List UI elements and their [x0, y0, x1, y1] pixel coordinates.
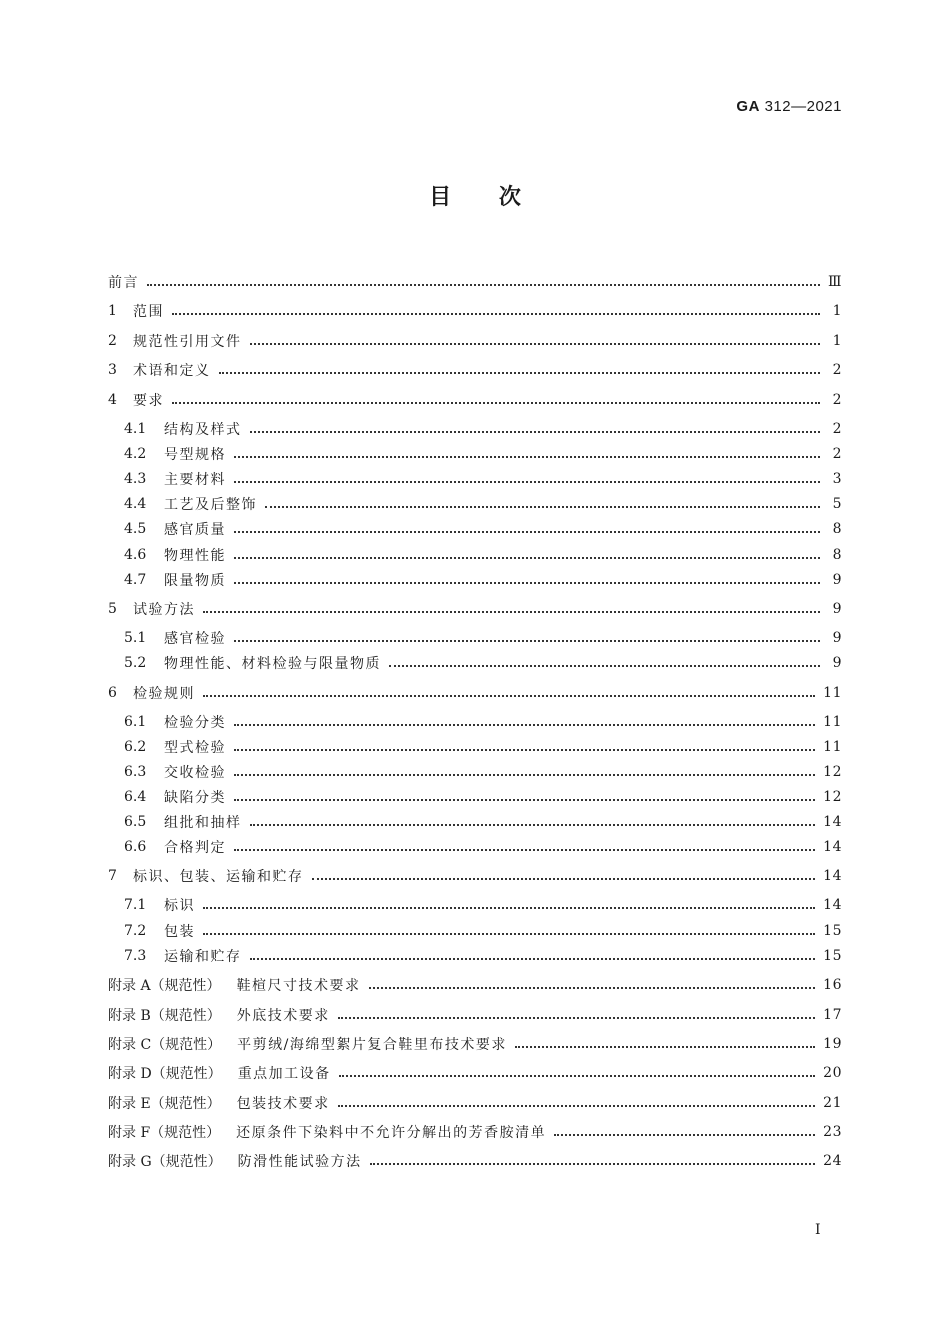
- toc-entry-page: 16: [823, 977, 842, 993]
- toc-entry-label: 重点加工设备: [237, 1066, 331, 1082]
- toc-entry-number: 附录 D（规范性）: [108, 1066, 222, 1082]
- toc-entry[interactable]: [108, 835, 842, 859]
- toc-entry-page: 2: [832, 362, 842, 378]
- toc-dot-leader: [369, 986, 816, 989]
- toc-entry-label: 术语和定义: [133, 363, 211, 379]
- toc-dot-leader: [339, 1074, 815, 1077]
- toc-entry-page: 9: [832, 630, 842, 646]
- toc-entry-label: 包装技术要求: [236, 1096, 330, 1112]
- toc-entry-label: 缺陷分类: [164, 790, 226, 806]
- toc-entry-label: 前言: [108, 275, 139, 291]
- toc-entry-number: 4.7: [124, 572, 147, 588]
- toc-dot-leader: [554, 1133, 815, 1136]
- toc-dot-leader: [234, 723, 815, 726]
- toc-entry-label: 型式检验: [164, 740, 226, 756]
- toc-dot-leader: [338, 1104, 816, 1107]
- toc-entry-number: 7.2: [124, 923, 147, 939]
- toc-entry[interactable]: [108, 299, 842, 323]
- toc-entry-page: 1: [832, 303, 842, 319]
- toc-entry-page: 2: [832, 446, 842, 462]
- toc-entry[interactable]: [108, 492, 842, 516]
- document-code-prefix: GA: [736, 98, 760, 115]
- toc-entry-label: 防滑性能试验方法: [237, 1154, 362, 1170]
- toc-dot-leader: [234, 748, 815, 751]
- toc-dot-leader: [234, 798, 815, 801]
- document-code: [736, 98, 842, 115]
- toc-entry-number: 5.1: [124, 630, 147, 646]
- toc-entry[interactable]: [108, 417, 842, 441]
- toc-dot-leader: [234, 530, 820, 533]
- toc-entry-label: 范围: [133, 304, 164, 320]
- toc-entry-number: 附录 F（规范性）: [108, 1125, 221, 1141]
- toc-entry-label: 主要材料: [164, 472, 226, 488]
- toc-entry-label: 交收检验: [164, 765, 226, 781]
- toc-entry-number: 附录 A（规范性）: [108, 978, 221, 994]
- toc-entry-page: 12: [823, 764, 842, 780]
- toc-entry-number: 6.2: [124, 739, 147, 755]
- toc-entry-page: 2: [832, 421, 842, 437]
- toc-entry-label: 感官检验: [164, 631, 226, 647]
- toc-entry-page: 14: [823, 814, 842, 830]
- toc-entry-number: 4.1: [124, 421, 147, 437]
- toc-entry-page: 8: [832, 547, 842, 563]
- toc-entry-number: 4: [108, 392, 117, 408]
- toc-entry-label: 组批和抽样: [164, 815, 242, 831]
- toc-entry[interactable]: [108, 1120, 842, 1144]
- toc-entry-number: 4.4: [124, 496, 147, 512]
- page-number: I: [815, 1222, 821, 1238]
- toc-entry-label: 号型规格: [164, 447, 226, 463]
- toc-entry-label: 运输和贮存: [164, 949, 242, 965]
- toc-entry-number: 7.1: [124, 897, 147, 913]
- toc-entry[interactable]: [108, 785, 842, 809]
- document-code-number: 312—2021: [764, 98, 842, 115]
- toc-entry[interactable]: [108, 626, 842, 650]
- toc-entry-label: 标识: [164, 898, 195, 914]
- toc-entry-page: 12: [823, 789, 842, 805]
- toc-entry-page: 9: [832, 601, 842, 617]
- toc-dot-leader: [234, 773, 815, 776]
- toc-dot-leader: [147, 283, 820, 286]
- toc-entry-page: 14: [823, 839, 842, 855]
- toc-entry[interactable]: [108, 1061, 842, 1085]
- toc-entry-number: 4.3: [124, 471, 147, 487]
- toc-entry[interactable]: [108, 810, 842, 834]
- toc-entry-label: 平剪绒/海绵型絮片复合鞋里布技术要求: [237, 1037, 507, 1053]
- toc-entry-page: 19: [823, 1036, 842, 1052]
- toc-dot-leader: [234, 639, 820, 642]
- toc-entry-number: 4.2: [124, 446, 147, 462]
- toc-entry[interactable]: [108, 710, 842, 734]
- toc-entry[interactable]: [108, 944, 842, 968]
- toc-entry[interactable]: [108, 270, 842, 294]
- toc-entry-label: 结构及样式: [164, 422, 242, 438]
- toc-entry-number: 7: [108, 868, 117, 884]
- toc-entry-page: 5: [832, 496, 842, 512]
- toc-entry[interactable]: [108, 1003, 842, 1027]
- toc-entry[interactable]: [108, 893, 842, 917]
- toc-entry[interactable]: [108, 329, 842, 353]
- toc-entry-label: 外底技术要求: [236, 1008, 330, 1024]
- toc-entry-page: 14: [823, 868, 842, 884]
- toc-entry-page: Ⅲ: [827, 274, 842, 290]
- toc-entry-page: 17: [823, 1007, 842, 1023]
- toc-entry-page: 14: [823, 897, 842, 913]
- toc-entry-label: 还原条件下染料中不允许分解出的芳香胺清单: [236, 1125, 547, 1141]
- toc-entry-label: 物理性能: [164, 548, 226, 564]
- toc-entry-number: 2: [108, 333, 117, 349]
- toc-entry[interactable]: [108, 973, 842, 997]
- toc-dot-leader: [234, 455, 820, 458]
- toc-dot-leader: [203, 694, 815, 697]
- toc-dot-leader: [234, 581, 820, 584]
- toc-dot-leader: [265, 505, 820, 508]
- toc-entry-number: 3: [108, 362, 117, 378]
- toc-dot-leader: [338, 1016, 815, 1019]
- toc-dot-leader: [172, 401, 820, 404]
- toc-entry-label: 试验方法: [133, 602, 195, 618]
- toc-entry[interactable]: [108, 1149, 842, 1173]
- toc-entry[interactable]: [108, 735, 842, 759]
- toc-dot-leader: [370, 1162, 816, 1165]
- toc-entry-label: 检验分类: [164, 715, 226, 731]
- toc-entry-label: 物理性能、材料检验与限量物质: [164, 656, 381, 672]
- toc-entry-label: 工艺及后整饰: [164, 497, 257, 513]
- toc-entry[interactable]: [108, 442, 842, 466]
- toc-entry-page: 11: [823, 685, 842, 701]
- toc-entry-page: 9: [832, 655, 842, 671]
- toc-entry[interactable]: [108, 517, 842, 541]
- toc-entry-number: 4.5: [124, 521, 147, 537]
- toc-entry-page: 11: [823, 739, 842, 755]
- toc-entry-label: 要求: [133, 393, 164, 409]
- toc-entry[interactable]: [108, 597, 842, 621]
- toc-dot-leader: [515, 1045, 815, 1048]
- toc-entry-number: 1: [108, 303, 117, 319]
- toc-entry-label: 包装: [164, 924, 195, 940]
- toc-dot-leader: [312, 877, 816, 880]
- toc-entry-page: 1: [832, 333, 842, 349]
- toc-dot-leader: [389, 664, 820, 667]
- toc-entry[interactable]: [108, 358, 842, 382]
- toc-entry-number: 6.1: [124, 714, 147, 730]
- toc-entry-page: 23: [823, 1124, 842, 1140]
- toc-title: 目 次: [429, 185, 521, 210]
- toc-entry-page: 20: [823, 1065, 842, 1081]
- toc-entry-page: 11: [823, 714, 842, 730]
- toc-entry-label: 规范性引用文件: [133, 334, 242, 350]
- toc-entry-page: 2: [832, 392, 842, 408]
- toc-entry-page: 21: [823, 1095, 842, 1111]
- toc-entry-page: 24: [823, 1153, 842, 1169]
- toc-entry-number: 5: [108, 601, 117, 617]
- toc-entry-label: 合格判定: [164, 840, 226, 856]
- toc-entry-page: 15: [823, 923, 842, 939]
- toc-entry[interactable]: [108, 651, 842, 675]
- toc-entry-label: 感官质量: [164, 522, 226, 538]
- toc-dot-leader: [250, 342, 821, 345]
- toc-dot-leader: [234, 848, 815, 851]
- toc-dot-leader: [172, 312, 820, 315]
- toc-entry[interactable]: [108, 467, 842, 491]
- toc-entry-page: 8: [832, 521, 842, 537]
- toc-entry-number: 6.6: [124, 839, 147, 855]
- toc-dot-leader: [203, 932, 815, 935]
- toc-entry[interactable]: [108, 919, 842, 943]
- toc-entry-number: 7.3: [124, 948, 147, 964]
- toc-dot-leader: [250, 430, 821, 433]
- toc-entry-label: 限量物质: [164, 573, 226, 589]
- toc-entry-label: 标识、包装、运输和贮存: [133, 869, 304, 885]
- toc-entry[interactable]: [108, 681, 842, 705]
- toc-entry[interactable]: [108, 1091, 842, 1115]
- toc-dot-leader: [219, 371, 821, 374]
- toc-entry[interactable]: [108, 864, 842, 888]
- toc-entry-page: 15: [823, 948, 842, 964]
- toc-dot-leader: [203, 610, 820, 613]
- toc-dot-leader: [203, 906, 815, 909]
- toc-entry[interactable]: [108, 388, 842, 412]
- toc-entry-page: 9: [832, 572, 842, 588]
- toc-entry-page: 3: [832, 471, 842, 487]
- toc-entry-number: 附录 E（规范性）: [108, 1096, 221, 1112]
- toc-entry-number: 附录 G（规范性）: [108, 1154, 222, 1170]
- toc-entry-number: 6: [108, 685, 117, 701]
- toc-entry-number: 附录 C（规范性）: [108, 1037, 222, 1053]
- toc-entry[interactable]: [108, 760, 842, 784]
- toc-entry-label: 鞋楦尺寸技术要求: [236, 978, 361, 994]
- toc-dot-leader: [234, 556, 820, 559]
- toc-entry-number: 附录 B（规范性）: [108, 1008, 221, 1024]
- toc-entry-label: 检验规则: [133, 686, 195, 702]
- toc-entry[interactable]: [108, 543, 842, 567]
- toc-entry-number: 6.5: [124, 814, 147, 830]
- toc-entry-number: 6.4: [124, 789, 147, 805]
- toc-entry-number: 6.3: [124, 764, 147, 780]
- toc-entry-number: 4.6: [124, 547, 147, 563]
- toc-dot-leader: [250, 957, 816, 960]
- toc-dot-leader: [250, 823, 816, 826]
- toc-entry[interactable]: [108, 568, 842, 592]
- toc-entry[interactable]: [108, 1032, 842, 1056]
- toc-dot-leader: [234, 480, 820, 483]
- toc-entry-number: 5.2: [124, 655, 147, 671]
